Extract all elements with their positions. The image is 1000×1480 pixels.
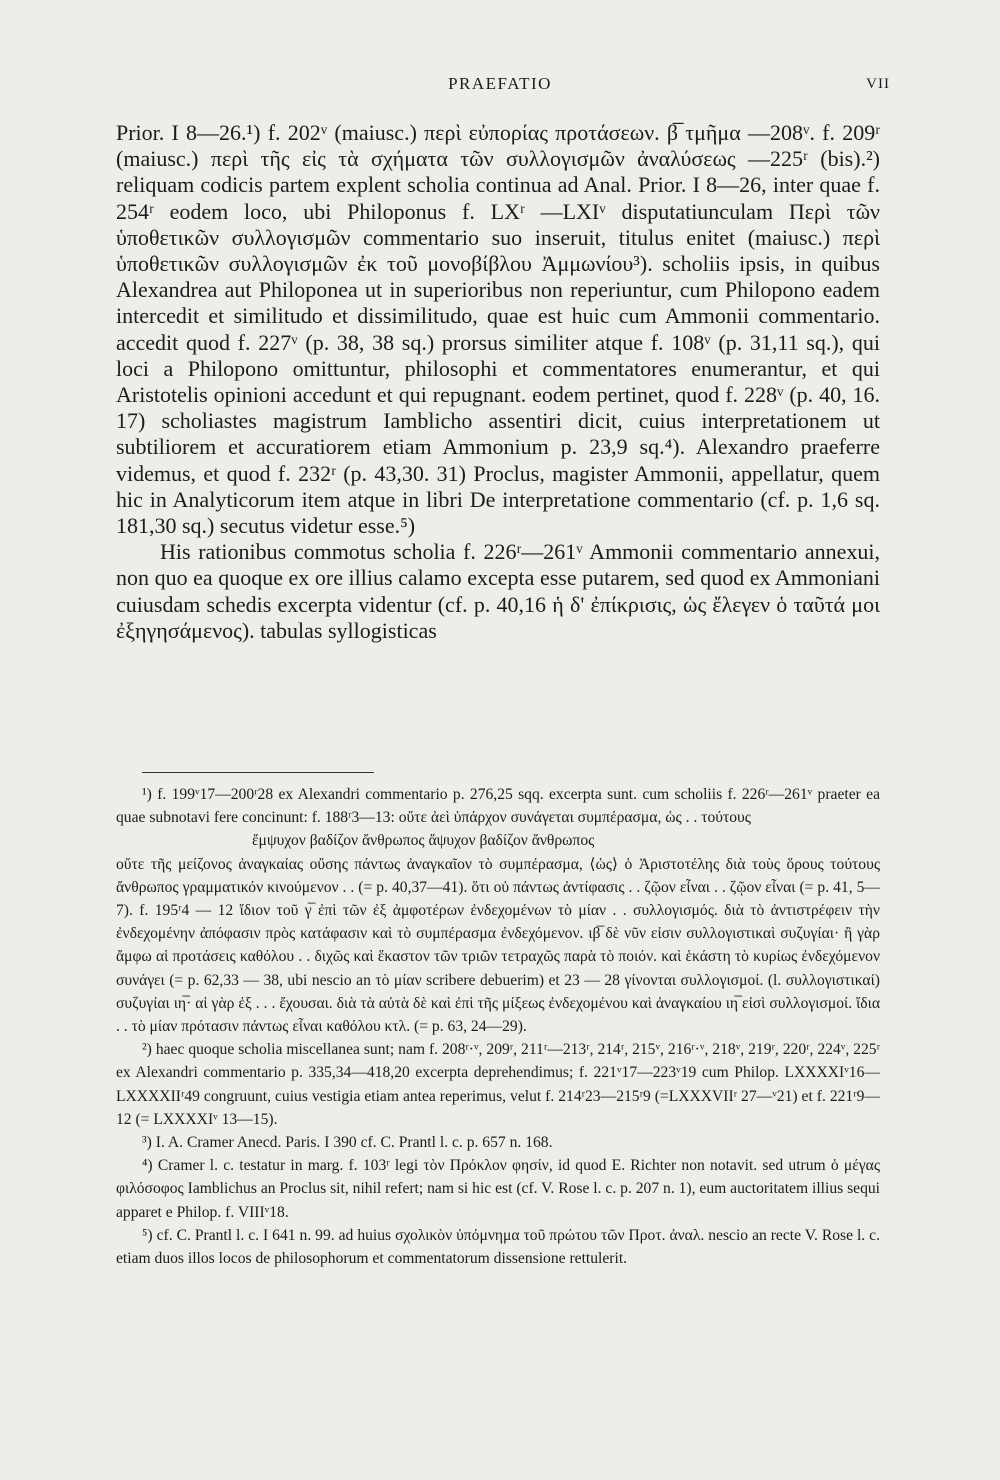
footnotes [116, 783, 880, 1270]
page-number: VII [866, 76, 890, 92]
footnote-1-part-2: ἔμψυχον βαδίζον ἄνθρωπος ἄψυχον βαδίζον ἄνθρωπος [252, 832, 595, 850]
footnote-5: ⁵) cf. C. Prantl l. c. I 641 n. 99. ad huius σχολικὸν ὑπόμνημα τοῦ πρώτου τῶν Προτ. ἀναλ. nescio an recte V. Rose l. c. etiam duos illos locos de philosophorum et commentatorum dissensione rettulerit. [116, 1226, 880, 1268]
footnote-1-part-1: ¹) f. 199ᵛ17—200ʳ28 ex Alexandri commentario p. 276,25 sqq. excerpta sunt. cum scholiis f. 226ʳ—261ᵛ praeter ea quae subnotavi fere concinunt: f. 188ʳ3—13: οὔτε ἀεὶ ὑπάρχον συνάγεται συμπέρασμα, ὡς . . τούτους [116, 786, 880, 827]
footnote-rule [142, 772, 374, 773]
footnote-2: ²) haec quoque scholia miscellanea sunt; nam f. 208ʳ·ᵛ, 209ʳ, 211ʳ—213ʳ, 214ʳ, 215ᵛ, 216ʳ·ᵛ, 218ᵛ, 219ʳ, 220ʳ, 224ᵛ, 225ʳ ex Alexandri commentario p. 335,34—418,20 excerpta deprehendimus; f. 221ᵛ17—223ᵛ19 cum Philop. LXXXXIᵛ16—LXXXXIIʳ49 congruunt, cuius vestigia etiam antea reperimus, velut f. 214ʳ23—215ʳ9 (=LXXXVIIʳ 27—ᵛ21) et f. 221ʳ9—12 (= LXXXXIᵛ 13—15). [116, 1041, 880, 1128]
running-head [0, 68, 1000, 98]
paragraph-2: His rationibus commotus scholia f. 226ʳ—261ᵛ Ammonii commentario annexui, non quo ea quoque ex ore illius calamo excepta esse putarem, sed quod ex Ammoniani cuiusdam schedis excerpta videntur (cf. p. 40,16 ἡ δ' ἐπίκρισις, ὡς ἔλεγεν ὁ ταῦτά μοι ἐξηγησάμενος). tabulas syllogisticas [116, 539, 880, 643]
footnote-3: ³) I. A. Cramer Anecd. Paris. I 390 cf. C. Prantl l. c. p. 657 n. 168. [142, 1134, 553, 1152]
footnote-1-part-3: οὔτε τῆς μείζονος ἀναγκαίας οὔσης πάντως ἀναγκαῖον τὸ συμπέρασμα, ⟨ὡς⟩ ὁ Ἀριστοτέλης διὰ τοὺς ὅρους τούτους ἄνθρωπος γραμματικόν κινούμενον . . (= p. 40,37—41). ὅτι οὐ πάντως ἀντίφασις . . ζῷον εἶναι . . ζῷον εἶναι (= p. 41, 5—7). f. 195ʳ4 — 12 ἴδιον τοῦ γ̅ ἐπὶ τῶν ἐξ ἀμφοτέρων ἐνδεχομένων τὸ μίαν . . συλλογισμός. διὰ τὸ ἀντιστρέφειν τὴν ἐνδεχομένην ἀπόφασιν πρὸς κατάφασιν καὶ τὸ συμπέρασμα ἐνδεχόμενον. ιβ̅ δὲ νῦν εἰσιν συλλογιστικαὶ συζυγίαι· ἢ γὰρ ἄμφω αἱ προτάσεις καθόλου . . διχῶς καὶ ἕκαστον τῶν τριῶν τετραχῶς παρὰ τὸ ποιόν. καὶ ἑκάστη τὸ κυρίως ἐνδεχόμενον συνάγει (= p. 62,33 — 38, ubi nescio an τὸ μίαν scribere debuerim) et 23 — 28 γίνονται συλλογισμοί. (l. συλλογιστικαί) συζυγίαι ιη̅· αἱ γὰρ ἐξ . . . ἔχουσαι. διὰ τὰ αὐτὰ δὲ καὶ ἐπὶ τῆς μίξεως ἐνδεχομένου καὶ ἀναγκαίου ιη̅ εἰσὶ συλλογισμοί. ἴδια . . τὸ μίαν πρότασιν πάντως εἶναι καθόλου κτλ. (= p. 63, 24—29). [116, 855, 880, 1036]
footnote-4: ⁴) Cramer l. c. testatur in marg. f. 103ʳ legi τὸν Πρόκλον φησίν, id quod E. Richter non notavit. sed utrum ὁ μέγας φιλόσοφος Iamblichus an Proclus sit, nihil refert; nam si hic est (cf. V. Rose l. c. p. 207 n. 1), eum auctoritatem illius sequi apparet e Philop. f. VIIIᵛ18. [116, 1157, 880, 1221]
page-title: PRAEFATIO [448, 74, 552, 93]
main-text [116, 120, 880, 644]
paragraph-1: Prior. I 8—26.¹) f. 202ᵛ (maiusc.) περὶ εὐπορίας προτάσεων. β̅ τμῆμα —208ᵛ. f. 209ʳ (maiusc.) περὶ τῆς εἰς τὰ σχήματα τῶν συλλογισμῶν ἀναλύσεως —225ʳ (bis).²) reliquam codicis partem explent scholia continua ad Anal. Prior. I 8—26, inter quae f. 254ʳ eodem loco, ubi Philoponus f. LXʳ —LXIᵛ disputatiunculam Περὶ τῶν ὑποθετικῶν συλλογισμῶν commentario suo inseruit, titulus enitet (maiusc.) περὶ ὑποθετικῶν συλλογισμῶν ἐκ τοῦ μονοβίβλου Ἀμμωνίου³). scholiis ipsis, in quibus Alexandrea aut Philoponea ut in superioribus non reperiuntur, cum Philopono eadem intercedit et similitudo et dissimilitudo, quae est huic cum Ammonii commentario. accedit quod f. 227ᵛ (p. 38, 38 sq.) prorsus similiter atque f. 108ᵛ (p. 31,11 sq.), qui loci a Philopono omittuntur, philosophi et commentatores enumerantur, et qui Aristotelis opinioni accedunt et qui repugnant. eodem pertinet, quod f. 228ᵛ (p. 40, 16. 17) scholiastes magistrum Iamblicho assentiri dicit, cuius interpretationem ut subtiliorem et accuratiorem etiam Ammonium p. 23,9 sq.⁴). Alexandro praeferre videmus, et quod f. 232ʳ (p. 43,30. 31) Proclus, magister Ammonii, appellatur, quem hic in Analyticorum item atque in libri De interpretatione commentario (cf. p. 1,6 sq. 181,30 sq.) secutus videtur esse.⁵) [116, 120, 880, 539]
